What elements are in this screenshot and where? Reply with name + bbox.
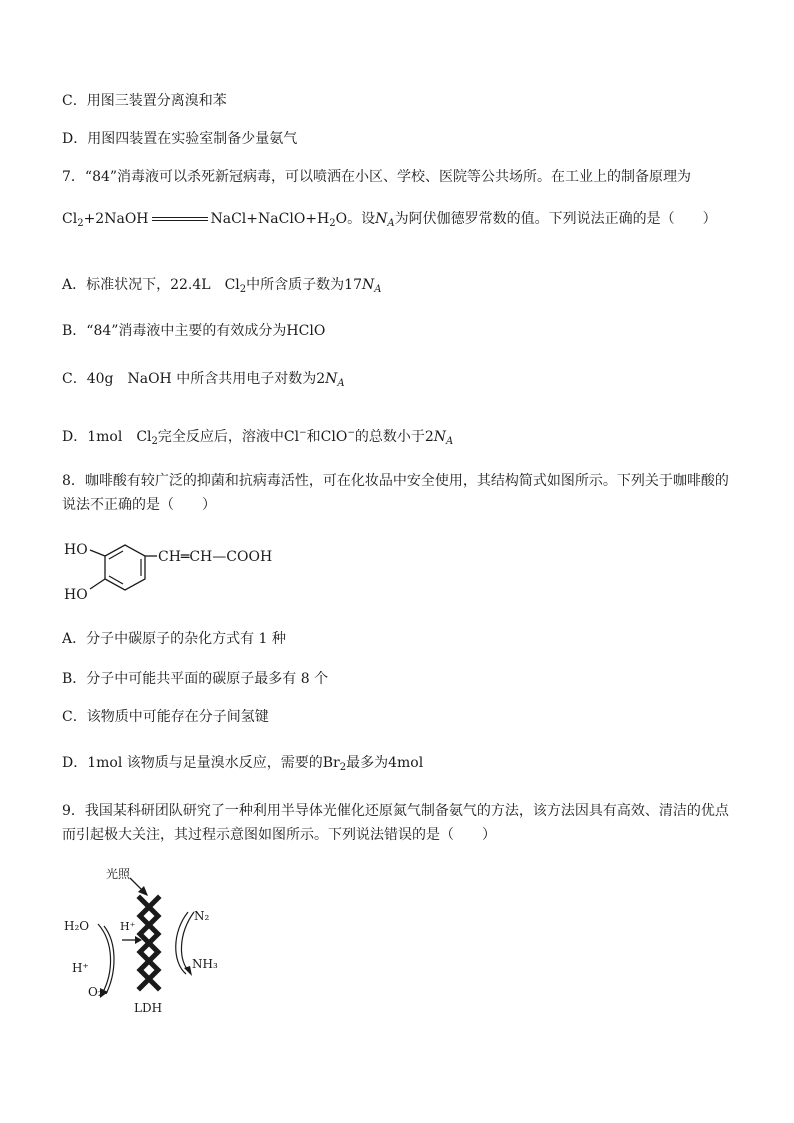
q7-option-b: B．“84”消毒液中主要的有效成分为HClO [62, 323, 326, 339]
ldh-label: LDH [134, 1001, 163, 1015]
q8-option-d: D．1mol 该物质与足量溴水反应，需要的$Br_2$最多为4mol [62, 755, 424, 773]
q7-option-c: C．40g NaOH 中所含共用电子对数为$2N_A$ [62, 371, 345, 389]
side-chain-label: CH═CH—COOH [158, 549, 273, 565]
q8-option-a: A．分子中碳原子的杂化方式有 1 种 [62, 631, 286, 647]
h-plus-left-label: H⁺ [72, 961, 89, 975]
q8-option-c: C．该物质中可能存在分子间氢键 [62, 709, 269, 725]
option-c-prev: C．用图三装置分离溴和苯 [62, 93, 227, 109]
nh3-label: NH₃ [192, 957, 218, 971]
ho-bottom-label: HO [64, 587, 88, 603]
q7-option-a: A．标准状况下，22.4L $Cl_2$中所含质子数为$17N_A$ [62, 277, 382, 295]
n2-label: N₂ [194, 909, 210, 923]
caffeic-acid-structure [60, 535, 290, 610]
q8-option-b: B．分子中可能共平面的碳原子最多有 8 个 [62, 671, 329, 687]
q7-stem: 7．“84”消毒液可以杀死新冠病毒，可以喷洒在小区、学校、医院等公共场所。在工业上的制备原理为 [62, 169, 692, 185]
h2o-label: H₂O [64, 919, 90, 933]
q9-stem-line1: 9．我国某科研团队研究了一种利用半导体光催化还原氮气制备氨气的方法，该方法因具有高效、清洁的优点 [62, 803, 729, 819]
q8-stem-line2: 说法不正确的是（ ） [62, 497, 216, 513]
o2-label: O₂ [88, 985, 103, 999]
q7-equation: $Cl_2+2NaOH$ $NaCl+NaClO+H_2O$。设$N_A$为阿伏伽德罗常数的值。下列说法正确的是（ ） [62, 211, 717, 229]
q7-option-d: D．1mol $Cl_2$完全反应后，溶液中Cl−和ClO−的总数小于$2N_A$ [62, 428, 454, 447]
q9-stem-line2: 而引起极大关注，其过程示意图如图所示。下列说法错误的是（ ） [62, 827, 496, 843]
equals-sign-bar [152, 217, 208, 221]
option-d-prev: D．用图四装置在实验室制备少量氨气 [62, 131, 298, 147]
ldh-zigzag-bar [140, 898, 158, 988]
ho-top-label: HO [64, 542, 88, 558]
h-plus-mid-label: H⁺ [120, 920, 136, 933]
q8-stem-line1: 8．咖啡酸有较广泛的抑菌和抗病毒活性，可在化妆品中安全使用，其结构简式如图所示。下列关于咖啡酸的 [62, 473, 729, 489]
ldh-photocatalysis-diagram [58, 862, 238, 1022]
light-label: 光照 [106, 867, 131, 881]
